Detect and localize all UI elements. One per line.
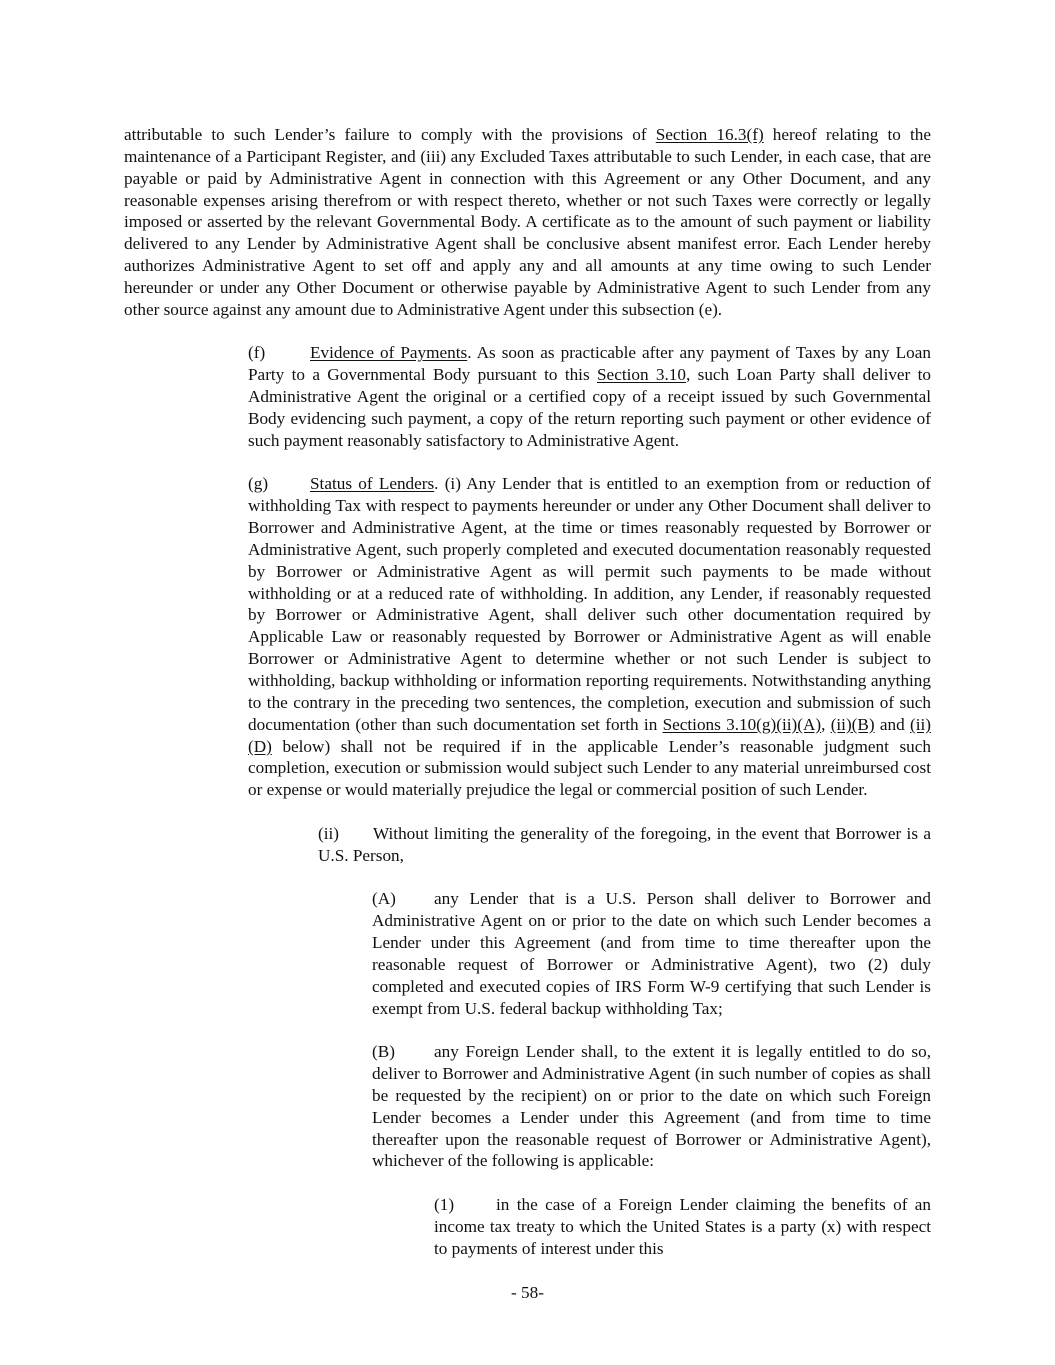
paragraph-label: (B) [372, 1042, 395, 1062]
paragraph-g-ii-a: (A) any Lender that is a U.S. Person shall deliver to Borrower and Administrative Agent on or prior to the date on which such Lender becomes a Lender under this Agreement (and from time to time thereafter upon the reasonable request of Borrower or Administrative Agent), two (2) duly completed and executed copies of IRS Form W-9 certifying that such Lender is exempt from U.S. federal backup withholding Tax; [372, 889, 931, 1018]
section-reference: Sections 3.10(g)(ii)(A) [662, 714, 822, 734]
section-reference: (ii)(B) [830, 714, 875, 734]
paragraph-label: (1) [434, 1195, 455, 1215]
paragraph-label: (g) [248, 474, 269, 494]
paragraph-label: (A) [372, 889, 396, 909]
section-reference: (ii)(D) [248, 714, 931, 756]
paragraph-g-ii: (ii) Without limiting the generality of the foregoing, in the event that Borrower is a U.S. Person, [318, 823, 931, 865]
section-reference: Section 16.3(f) [655, 125, 764, 144]
paragraph-e-continuation: attributable to such Lender’s failure to comply with the provisions of Section 16.3(f) hereof relating to the maintenance of a Participant Register, and (iii) any Excluded Taxes attributable to such Lender, in each case, that are payable or paid by Administrative Agent in connection with this Agreement or any Other Document, and any reasonable expenses arising therefrom or with respect thereto, whether or not such Taxes were correctly or legally imposed or asserted by the relevant Governmental Body. A certificate as to the amount of such payment or liability delivered to any Lender by Administrative Agent shall be conclusive absent manifest error. Each Lender hereby authorizes Administrative Agent to set off and apply any and all amounts at any time owing to such Lender hereunder or under any Other Document or otherwise payable by Administrative Agent to such Lender from any other source against any amount due to Administrative Agent under this subsection (e). [124, 125, 931, 319]
paragraph-g-ii-b: (B) any Foreign Lender shall, to the extent it is legally entitled to do so, deliver to Borrower and Administrative Agent (in such number of copies as shall be requested by the recipient) on or prior to the date on which such Foreign Lender becomes a Lender under this Agreement (and from time to time thereafter upon the reasonable request of Borrower or Administrative Agent), whichever of the following is applicable: [372, 1042, 931, 1171]
paragraph-g: (g) Status of Lenders. (i) Any Lender that is entitled to an exemption from or reduction of withholding Tax with respect to payments hereunder or under any Other Document shall deliver to Borrower and Administrative Agent, at the time or times reasonably requested by Borrower or Administrative Agent, such properly completed and executed documentation reasonably requested by Borrower or Administrative Agent as will permit such payments to be made without withholding or at a reduced rate of withholding. In addition, any Lender, if reasonably requested by Borrower or Administrative Agent, shall deliver such other documentation required by Applicable Law or reasonably requested by Borrower or Administrative Agent as will enable Borrower or Administrative Agent to determine whether or not such Lender is subject to withholding, backup withholding or information reporting requirements. Notwithstanding anything to the contrary in the preceding two sentences, the completion, execution and submission of such documentation (other than such documentation set forth in Sections 3.10(g)(ii)(A), (ii)(B) and (ii)(D) below) shall not be required if in the applicable Lender’s reasonable judgment such completion, execution or submission would subject such Lender to any material unreimbursed cost or expense or would materially prejudice the legal or commercial position of such Lender. [248, 474, 931, 800]
document-page [124, 124, 931, 1260]
paragraph-label: (ii) [318, 823, 339, 843]
paragraph-heading: Status of Lenders [310, 474, 435, 494]
paragraph-f: (f) Evidence of Payments. As soon as practicable after any payment of Taxes by any Loan Party to a Governmental Body pursuant to this Section 3.10, such Loan Party shall deliver to Administrative Agent the original or a certified copy of a receipt issued by such Governmental Body evidencing such payment, a copy of the return reporting such payment or other evidence of such payment reasonably satisfactory to Administrative Agent. [248, 343, 931, 450]
section-reference: Section 3.10 [597, 365, 686, 385]
paragraph-label: (f) [248, 343, 266, 363]
paragraph-heading: Evidence of Payments [310, 343, 468, 363]
page-number: - 58- [511, 1283, 544, 1302]
paragraph-g-ii-b-1: (1) in the case of a Foreign Lender claiming the benefits of an income tax treaty to which the United States is a party (x) with respect to payments of interest under this [434, 1195, 931, 1258]
